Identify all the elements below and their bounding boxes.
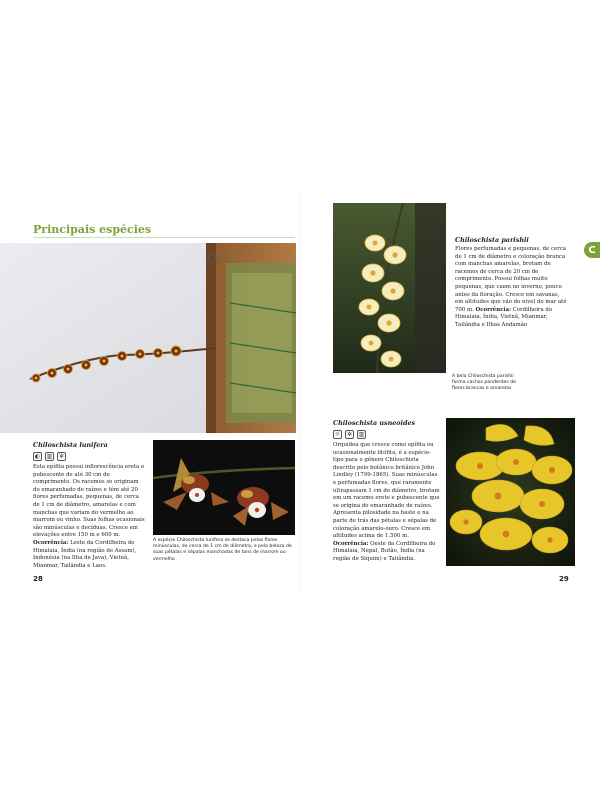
occurrence-text-lunifera: Leste da Cordilheira do Himalaia, Índia (na região de Assam), Indonésia (na Ilha de Java), Vietnã, Mianmar, Tailândia e Laos.: [33, 539, 137, 569]
temperature-icon: ✲: [346, 430, 353, 438]
alphabet-tab: C: [584, 242, 600, 258]
species-body-lunifera: [33, 464, 145, 570]
species-title-usneoides: Chiloschista usneoides: [333, 419, 416, 427]
sun-icon: ☼: [334, 430, 341, 438]
page-number-left: 28: [33, 575, 43, 583]
photo-usneoides: [446, 418, 575, 566]
shade-icon: ◐: [34, 452, 41, 460]
pot-icon: ▥: [358, 430, 365, 438]
species-description-usneoides: Orquídea que cresce como epífita ou ocasionalmente litófita, é a espécie-tipo para o gênero Chiloschista descrito pelo botânico britânico John Lindley (1799-1865). Suas minúsculas e perfumadas flores, que raramente ultrapassam 1 cm de diâmetro, brotam em um racemo ereto e pubescente que se origina do emaranhado de raízes. Apresenta pilosidade na haste e na parte de trás das pétalas e sépalas de coloração amarelo-ouro. Cresce em altitudes acima de 1.500 m.: [333, 442, 440, 540]
section-rule: [33, 237, 295, 238]
page-number-right: 29: [559, 575, 569, 583]
pot-icon: ▥: [46, 452, 53, 460]
photo-parishii: [333, 203, 446, 373]
species-body-usneoides: [333, 442, 441, 564]
caption-parishii: A bela Chiloschista parishii forma cachos pendentes de flores brancas e amarelas: [452, 374, 516, 392]
photo-lunifera-main: [0, 243, 296, 433]
occurrence-label-lunifera: Ocorrência:: [33, 539, 69, 546]
care-icons-usneoides: [333, 430, 366, 439]
occurrence-label-parishii: Ocorrência:: [475, 306, 511, 313]
species-description-lunifera: Esta epífita possui inflorescência ereta e pubescente de até 30 cm de comprimento. Os racemos se originam do emaranhado de raízes e têm até 20 flores perfumadas, pequenas, de cerca de 1 cm de diâmetro, amarelas e com manchas que variam do vermelho ao marrom ou vinho. Suas folhas ocasionais são minúsculas e decíduas. Cresce em elevações entre 150 m e 600 m.: [33, 464, 145, 539]
section-title: Principais espécies: [33, 223, 152, 236]
care-icons-lunifera: [33, 452, 66, 461]
species-description-parishii: Flores perfumadas e pequenas, de cerca de 1 cm de diâmetro e coloração branca com manchas amarelas, brotam de racemos de cerca de 20 cm de comprimento. Possui folhas muito pequenas, que caem no inverno, pouco antes da floração. Cresce em savanas, em altitudes que vão do nível do mar até 700 m.: [455, 246, 567, 313]
right-page: [300, 0, 600, 800]
species-title-parishii: Chiloschista parishii: [455, 236, 529, 244]
caption-lunifera: A espécie Chiloschista lunifera se destaca pelas flores minúsculas, de cerca de 1 cm de diâmetro, e pela beleza de suas pétalas e sépalas manchadas de tons de marrom ou vermelho: [153, 538, 292, 562]
species-title-lunifera: Chiloschista lunifera: [33, 441, 108, 449]
temperature-icon: ✲: [58, 452, 65, 460]
occurrence-text-usneoides: Oeste da Cordilheira do Himalaia, Nepal, Butão, Índia (na região de Siquim) e Tailândia.: [333, 540, 436, 562]
photo-lunifera-closeup: [153, 440, 295, 535]
species-body-parishii: [455, 246, 567, 330]
occurrence-label-usneoides: Ocorrência:: [333, 540, 369, 547]
occurrence-text-parishii: Cordilheira do Himalaia, Índia, Vietnã, Mianmar, Tailândia e Ilhas Andamão: [455, 306, 553, 328]
